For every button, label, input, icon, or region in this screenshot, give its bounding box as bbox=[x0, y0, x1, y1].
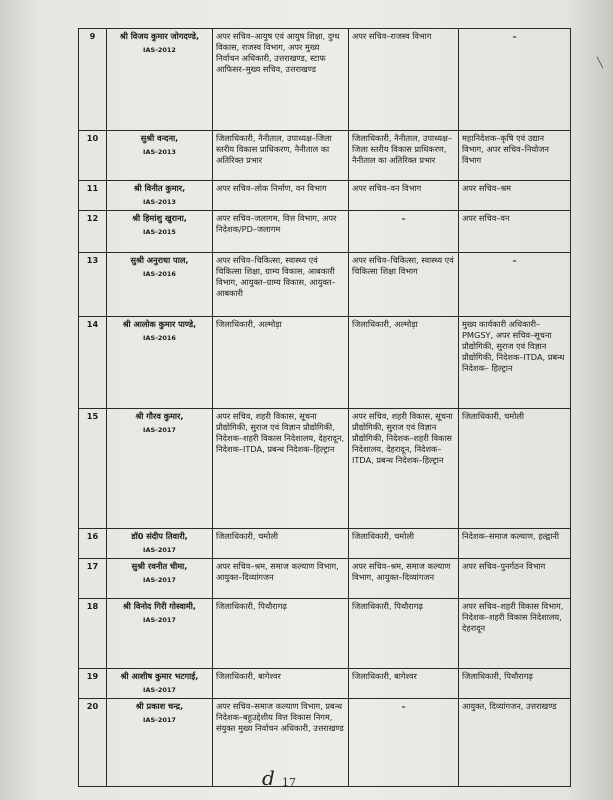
current-posting-cell: जिलाधिकारी, नैनीताल, उपाध्यक्ष–जिला स्तरीय विकास प्राधिकरण, नैनीताल का अतिरिक्त प्रभार bbox=[213, 131, 349, 181]
current-posting-cell: जिलाधिकारी, अल्मोड़ा bbox=[213, 317, 349, 409]
current-posting-cell: अपर सचिव–जलागम, वित्त विभाग, अपर निदेशक/PD–जलागम bbox=[213, 211, 349, 253]
relieved-from-cell: जिलाधिकारी, अल्मोड़ा bbox=[349, 317, 459, 409]
table-row bbox=[79, 699, 571, 787]
officer-batch: IAS-2017 bbox=[143, 546, 176, 554]
relieved-from-cell: जिलाधिकारी, नैनीताल, उपाध्यक्ष–जिला स्तरीय विकास प्राधिकरण, नैनीताल का अतिरिक्त प्रभार bbox=[349, 131, 459, 181]
officer-name: श्री विनोद गिरी गोस्वामी, bbox=[122, 601, 197, 611]
transfer-order-table bbox=[78, 28, 571, 787]
serial-number-cell: 9 bbox=[79, 29, 107, 131]
current-posting-cell: जिलाधिकारी, पिथौरागढ़ bbox=[213, 599, 349, 669]
officer-name: श्री गौरव कुमार, bbox=[135, 411, 184, 421]
serial-number-cell: 16 bbox=[79, 529, 107, 559]
current-posting-cell: जिलाधिकारी, बागेश्वर bbox=[213, 669, 349, 699]
new-posting-cell: जिलाधिकारी, पिथौरागढ़ bbox=[459, 669, 571, 699]
officer-name: श्री प्रकाश चन्द्र, bbox=[135, 701, 184, 711]
table-row bbox=[79, 181, 571, 211]
table-row bbox=[79, 409, 571, 529]
new-posting-cell: अपर सचिव–पुनर्गठन विभाग bbox=[459, 559, 571, 599]
new-posting-cell: मुख्य कार्यकारी अधिकारी–PMGSY, अपर सचिव–सूचना प्रौद्योगिकी, सुराज एवं विज्ञान प्रौद्योगिकी, निदेशक–ITDA, प्रबन्ध निदेशक– हिल्ट्रान bbox=[459, 317, 571, 409]
current-posting-cell: अपर सचिव, शहरी विकास, सूचना प्रौद्योगिकी, सुराज एवं विज्ञान प्रौद्योगिकी, निदेशक–शहरी विकास निदेशालय, देहरादून, निदेशक–ITDA, प्रबन्ध निदेशक–हिल्ट्रान bbox=[213, 409, 349, 529]
officer-batch: IAS-2017 bbox=[143, 576, 176, 584]
relieved-from-cell: जिलाधिकारी, बागेश्वर bbox=[349, 669, 459, 699]
relieved-from-cell: अपर सचिव–चिकित्सा, स्वास्थ्य एवं चिकित्सा शिक्षा विभाग bbox=[349, 253, 459, 317]
serial-number-cell: 19 bbox=[79, 669, 107, 699]
officer-name-cell bbox=[107, 29, 213, 131]
officer-name-cell bbox=[107, 253, 213, 317]
new-posting-cell: अपर सचिव–श्रम bbox=[459, 181, 571, 211]
table-row bbox=[79, 529, 571, 559]
officer-name-cell bbox=[107, 599, 213, 669]
serial-number-cell: 17 bbox=[79, 559, 107, 599]
officer-name: श्री विजय कुमार जोगदण्डे, bbox=[119, 31, 200, 41]
officer-name-cell bbox=[107, 529, 213, 559]
officer-name: डॉ0 संदीप तिवारी, bbox=[131, 531, 188, 541]
relieved-from-cell: – bbox=[349, 699, 459, 787]
relieved-from-cell: – bbox=[349, 211, 459, 253]
officer-name: सुश्री अनुराधा पाल, bbox=[130, 255, 189, 265]
officer-name: श्री आशीष कुमार भटगाई, bbox=[120, 671, 199, 681]
current-posting-cell: अपर सचिव–चिकित्सा, स्वास्थ्य एवं चिकित्सा शिक्षा, ग्राम्य विकास, आबकारी विभाग, आयुक्त–ग्राम्य विकास, आयुक्त–आबकारी bbox=[213, 253, 349, 317]
table-row bbox=[79, 131, 571, 181]
new-posting-cell: आयुक्त, दिव्यांगजन, उत्तराखण्ड bbox=[459, 699, 571, 787]
current-posting-cell: जिलाधिकारी, चमोली bbox=[213, 529, 349, 559]
officer-batch: IAS-2016 bbox=[143, 334, 176, 342]
new-posting-cell: जिलाधिकारी, चमोली bbox=[459, 409, 571, 529]
table-row bbox=[79, 559, 571, 599]
table-row bbox=[79, 669, 571, 699]
current-posting-cell: अपर सचिव–लोक निर्माण, वन विभाग bbox=[213, 181, 349, 211]
officer-batch: IAS-2015 bbox=[143, 228, 176, 236]
relieved-from-cell: जिलाधिकारी, चमोली bbox=[349, 529, 459, 559]
relieved-from-cell: अपर सचिव–श्रम, समाज कल्याण विभाग, आयुक्त–दिव्यांगजन bbox=[349, 559, 459, 599]
officer-name-cell bbox=[107, 317, 213, 409]
serial-number-cell: 11 bbox=[79, 181, 107, 211]
serial-number-cell: 12 bbox=[79, 211, 107, 253]
table-row bbox=[79, 211, 571, 253]
officer-name: श्री विनीत कुमार, bbox=[133, 183, 186, 193]
new-posting-cell: – bbox=[459, 29, 571, 131]
officer-name: श्री हिमांशु खुराना, bbox=[132, 213, 187, 223]
new-posting-cell: निदेशक–समाज कल्याण, हल्द्वानी bbox=[459, 529, 571, 559]
serial-number-cell: 13 bbox=[79, 253, 107, 317]
current-posting-cell: अपर सचिव–आयुष एवं आयुष शिक्षा, दुग्ध विकास, राजस्व विभाग, अपर मुख्य निर्वाचन अधिकारी, उत्तराखण्ड, स्टाफ आफिसर–मुख्य सचिव, उत्तराखण्ड bbox=[213, 29, 349, 131]
relieved-from-cell: जिलाधिकारी, पिथौरागढ़ bbox=[349, 599, 459, 669]
officer-name-cell bbox=[107, 211, 213, 253]
officer-name: सुश्री रवनीत चीमा, bbox=[131, 561, 188, 571]
table-row bbox=[79, 317, 571, 409]
current-posting-cell: अपर सचिव–समाज कल्याण विभाग, प्रबन्ध निदेशक–बहुउद्देशीय वित्त विकास निगम, संयुक्त मुख्य निर्वाचन अधिकारी, उत्तराखण्ड bbox=[213, 699, 349, 787]
officer-name-cell bbox=[107, 669, 213, 699]
officer-batch: IAS-2013 bbox=[143, 198, 176, 206]
table-row bbox=[79, 253, 571, 317]
officer-name-cell bbox=[107, 409, 213, 529]
serial-number-cell: 20 bbox=[79, 699, 107, 787]
current-posting-cell: अपर सचिव–श्रम, समाज कल्याण विभाग, आयुक्त–दिव्यांगजन bbox=[213, 559, 349, 599]
serial-number-cell: 14 bbox=[79, 317, 107, 409]
new-posting-cell: – bbox=[459, 253, 571, 317]
officer-batch: IAS-2017 bbox=[143, 716, 176, 724]
page-number: 17 bbox=[282, 776, 296, 789]
table-row bbox=[79, 599, 571, 669]
officer-batch: IAS-2017 bbox=[143, 686, 176, 694]
relieved-from-cell: अपर सचिव, शहरी विकास, सूचना प्रौद्योगिकी, सुराज एवं विज्ञान प्रौद्योगिकी, निदेशक–शहरी विकास निदेशालय, देहरादून, निदेशक–ITDA, प्रबन्ध निदेशक–हिल्ट्रान bbox=[349, 409, 459, 529]
officer-name: श्री आलोक कुमार पाण्डे, bbox=[122, 319, 197, 329]
new-posting-cell: महानिदेशक–कृषि एवं उद्यान विभाग, अपर सचिव–नियोजन विभाग bbox=[459, 131, 571, 181]
officer-batch: IAS-2017 bbox=[143, 616, 176, 624]
signature-mark: d bbox=[262, 766, 275, 790]
table-row bbox=[79, 29, 571, 131]
officer-name-cell bbox=[107, 559, 213, 599]
officer-batch: IAS-2012 bbox=[143, 46, 176, 54]
officer-batch: IAS-2017 bbox=[143, 426, 176, 434]
new-posting-cell: अपर सचिव–वन bbox=[459, 211, 571, 253]
officer-batch: IAS-2013 bbox=[143, 148, 176, 156]
serial-number-cell: 18 bbox=[79, 599, 107, 669]
officer-name: सुश्री वन्दना, bbox=[140, 133, 179, 143]
margin-mark: ╲ bbox=[597, 58, 604, 69]
new-posting-cell: अपर सचिव–शहरी विकास विभाग, निदेशक–शहरी विकास निदेशालय, देहरादून bbox=[459, 599, 571, 669]
relieved-from-cell: अपर सचिव–वन विभाग bbox=[349, 181, 459, 211]
officer-batch: IAS-2016 bbox=[143, 270, 176, 278]
officer-name-cell bbox=[107, 699, 213, 787]
serial-number-cell: 15 bbox=[79, 409, 107, 529]
officer-name-cell bbox=[107, 181, 213, 211]
officer-name-cell bbox=[107, 131, 213, 181]
relieved-from-cell: अपर सचिव–राजस्व विभाग bbox=[349, 29, 459, 131]
serial-number-cell: 10 bbox=[79, 131, 107, 181]
